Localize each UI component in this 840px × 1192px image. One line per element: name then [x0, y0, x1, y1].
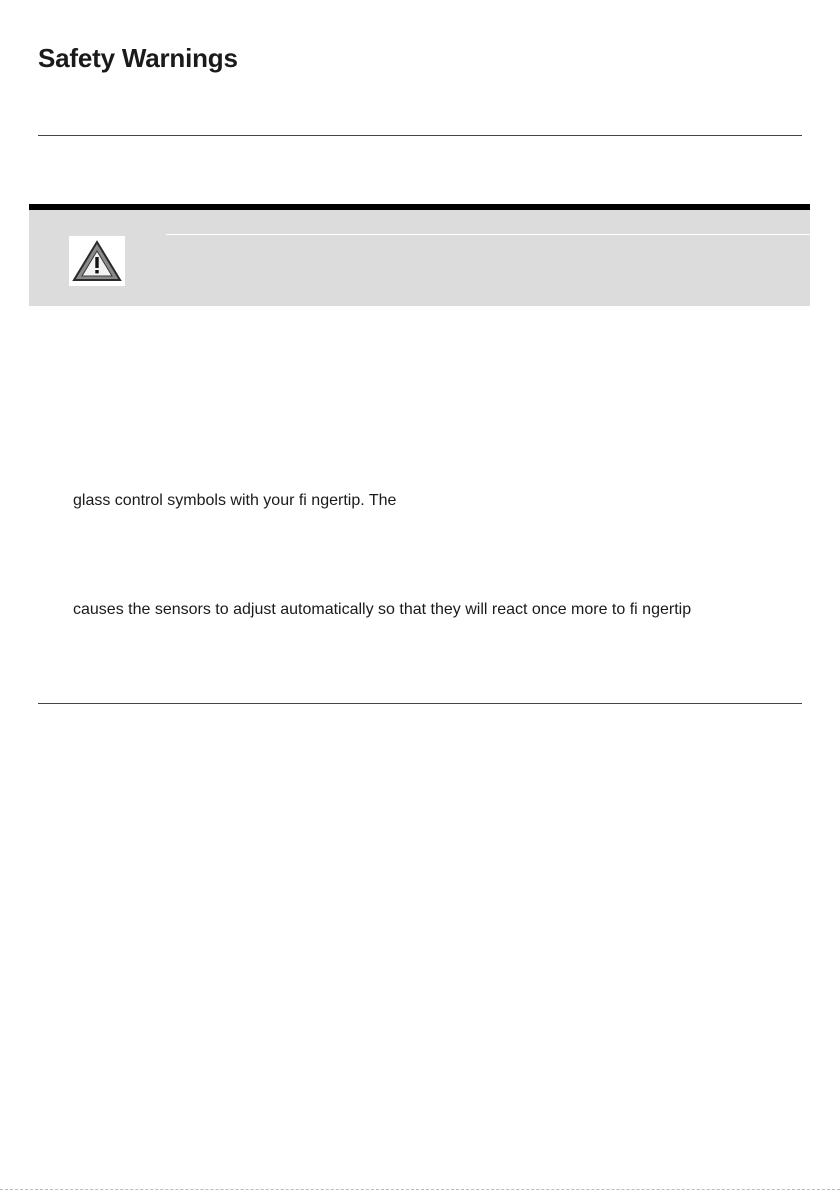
warning-triangle-icon	[69, 236, 125, 286]
warning-panel-rule	[166, 234, 810, 235]
page-title: Safety Warnings	[38, 43, 238, 73]
body-text-line: glass control symbols with your fi ngertip. The	[73, 492, 397, 509]
footer-divider	[38, 703, 802, 704]
page-bottom-edge	[0, 1189, 840, 1190]
header-divider	[38, 135, 802, 136]
body-text-line: causes the sensors to adjust automatically so that they will react once more to fi ngertip	[73, 601, 692, 618]
warning-panel	[29, 204, 810, 306]
